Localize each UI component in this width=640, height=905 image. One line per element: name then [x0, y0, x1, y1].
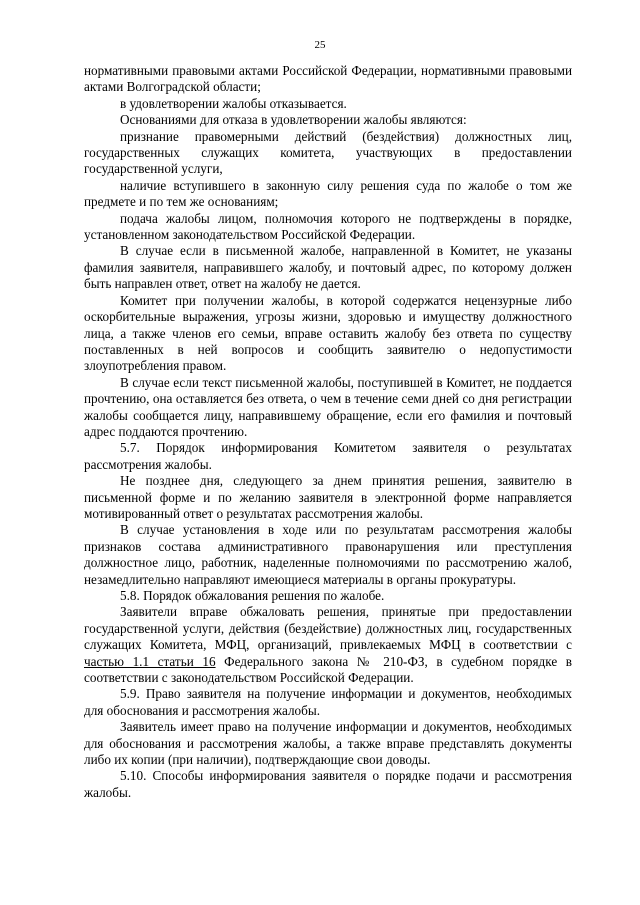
document-body: [84, 63, 572, 801]
paragraph: подача жалобы лицом, полномочия которого не подтверждены в порядке, установленном законодательством Российской Федерации.: [84, 210, 572, 243]
law-reference-link[interactable]: частью 1.1 статьи 16: [84, 653, 216, 669]
paragraph: Комитет при получении жалобы, в которой содержатся нецензурные либо оскорбительные выражения, угрозы жизни, здоровью и имуществу должностного лица, а также членов его семьи, вправе оставить жалобу без ответа по существу поставленных в ней вопросов и сообщить заявителю о недопустимости злоупотребления правом.: [84, 292, 572, 374]
paragraph: В случае если в письменной жалобе, направленной в Комитет, не указаны фамилия заявителя, направившего жалобу, и почтовый адрес, по которому должен быть направлен ответ, ответ на жалобу не дается.: [84, 243, 572, 292]
paragraph: нормативными правовыми актами Российской Федерации, нормативными правовыми актами Волгоградской области;: [84, 63, 572, 95]
section-heading: 5.10. Способы информирования заявителя о порядке подачи и рассмотрения жалобы.: [84, 768, 572, 800]
page-number: 25: [314, 39, 326, 51]
section-heading: 5.7. Порядок информирования Комитетом заявителя о результатах рассмотрения жалобы.: [84, 440, 572, 472]
paragraph: Не позднее дня, следующего за днем принятия решения, заявителю в письменной форме и по желанию заявителя в электронной форме направляется мотивированный ответ о результатах рассмотрения жалобы.: [84, 473, 572, 521]
paragraph: признание правомерными действий (бездействия) должностных лиц, государственных служащих комитета, участвующих в предоставлении государственной услуги,: [84, 128, 572, 177]
paragraph: Заявитель имеет право на получение информации и документов, необходимых для обоснования и рассмотрения жалобы, а также вправе представлять документы либо их копии (при наличии), подтверждающие свои доводы.: [84, 719, 572, 768]
paragraph: в удовлетворении жалобы отказывается.: [120, 95, 347, 111]
paragraph-text: Заявители вправе обжаловать решения, принятые при предоставлении государственной услуги, действия (бездействие) должностных лиц, государственных служащих Комитета, МФЦ, организаций, привлекаемых МФЦ в соответствии с: [84, 604, 572, 653]
paragraph: Основаниями для отказа в удовлетворении жалобы являются:: [120, 112, 467, 128]
paragraph: В случае если текст письменной жалобы, поступившей в Комитет, не поддается прочтению, она оставляется без ответа, о чем в течение семи дней со дня регистрации жалобы сообщается лицу, направившему обращение, если его фамилия и почтовый адрес поддаются прочтению.: [84, 374, 572, 439]
section-heading: 5.8. Порядок обжалования решения по жалобе.: [120, 588, 385, 603]
paragraph: наличие вступившего в законную силу решения суда по жалобе о том же предмете и по тем же основаниям;: [84, 177, 572, 210]
paragraph: [84, 604, 572, 686]
section-heading: 5.9. Право заявителя на получение информации и документов, необходимых для обоснования и рассмотрения жалобы.: [84, 686, 572, 718]
paragraph-text: Федерального закона № 210-ФЗ, в судебном порядке в соответствии с законодательством Российской Федерации.: [84, 653, 573, 686]
paragraph: В случае установления в ходе или по результатам рассмотрения жалобы признаков состава административного правонарушения или преступления должностное лицо, работник, наделенные полномочиями по рассмотрению жалоб, незамедлительно направляют имеющиеся материалы в органы прокуратуры.: [84, 522, 572, 587]
